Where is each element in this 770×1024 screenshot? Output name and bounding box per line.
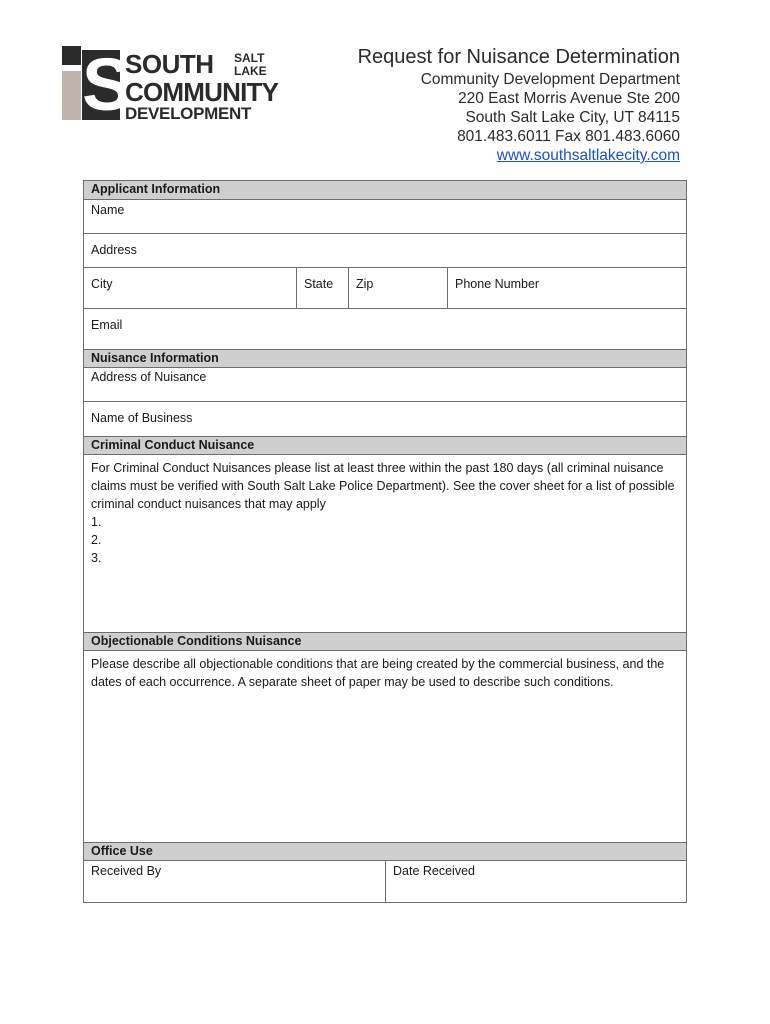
logo-dark-square xyxy=(62,46,81,65)
department-name: Community Development Department xyxy=(420,71,680,88)
logo-word-community: COMMUNITY xyxy=(125,77,279,107)
city-state-zip: South Salt Lake City, UT 84115 xyxy=(465,109,680,126)
city-field[interactable]: City xyxy=(91,277,113,291)
logo-s-mark: S xyxy=(82,43,132,126)
criminal-conduct-instructions: For Criminal Conduct Nuisances please list at least three within the past 180 days (all criminal nuisance claims must be verified with South Salt Lake Police Department). See the cover sheet for a list of possible criminal conduct nuisances that may apply xyxy=(91,461,675,511)
state-field[interactable]: State xyxy=(296,268,348,308)
section-objectionable-conditions-nuisance: Objectionable Conditions Nuisance xyxy=(84,632,686,650)
objectionable-conditions-instructions: Please describe all objectionable conditions that are being created by the commercial business, and the dates of each occurrence. A separate sheet of paper may be used to describe such conditions. xyxy=(91,657,665,689)
office-use-row xyxy=(84,860,686,902)
nuisance-request-form xyxy=(83,180,687,903)
phone-fax: 801.483.6011 Fax 801.483.6060 xyxy=(457,128,680,145)
website-link[interactable]: www.southsaltlakecity.com xyxy=(496,147,680,164)
zip-field[interactable]: Zip xyxy=(348,268,447,308)
email-field[interactable] xyxy=(84,308,686,349)
section-applicant-information: Applicant Information xyxy=(84,181,686,199)
section-nuisance-information: Nuisance Information xyxy=(84,349,686,367)
phone-number-field[interactable]: Phone Number xyxy=(447,268,686,308)
section-criminal-conduct-nuisance: Criminal Conduct Nuisance xyxy=(84,436,686,454)
logo-word-salt: SALT xyxy=(234,51,265,65)
criminal-item-1: 1. xyxy=(91,515,102,529)
address-field[interactable] xyxy=(84,233,686,267)
logo-word-development: DEVELOPMENT xyxy=(125,104,252,123)
logo-taupe-block xyxy=(62,71,81,120)
criminal-item-2: 2. xyxy=(91,533,102,547)
name-label: Name xyxy=(91,203,125,217)
street-address: 220 East Morris Avenue Ste 200 xyxy=(457,90,680,107)
section-office-use: Office Use xyxy=(84,842,686,860)
address-of-nuisance-field[interactable] xyxy=(84,367,686,401)
objectionable-conditions-field[interactable] xyxy=(84,650,686,842)
south-salt-lake-logo xyxy=(62,44,280,126)
criminal-item-3: 3. xyxy=(91,551,102,565)
criminal-conduct-content xyxy=(84,455,686,632)
received-by-field[interactable]: Received By xyxy=(91,864,162,878)
letterhead xyxy=(280,44,680,165)
objectionable-conditions-content xyxy=(84,651,686,842)
name-of-business-field[interactable] xyxy=(84,401,686,436)
criminal-conduct-field[interactable] xyxy=(84,454,686,632)
logo-word-lake: LAKE xyxy=(234,64,267,78)
page-title: Request for Nuisance Determination xyxy=(357,46,680,68)
name-of-business-label: Name of Business xyxy=(91,411,193,425)
city-state-zip-phone-row xyxy=(84,267,686,308)
logo-word-south: SOUTH xyxy=(125,49,214,79)
date-received-field[interactable]: Date Received xyxy=(385,861,686,902)
address-label: Address xyxy=(91,243,137,257)
name-field[interactable] xyxy=(84,199,686,233)
address-of-nuisance-label: Address of Nuisance xyxy=(91,370,207,384)
email-label: Email xyxy=(91,318,123,332)
